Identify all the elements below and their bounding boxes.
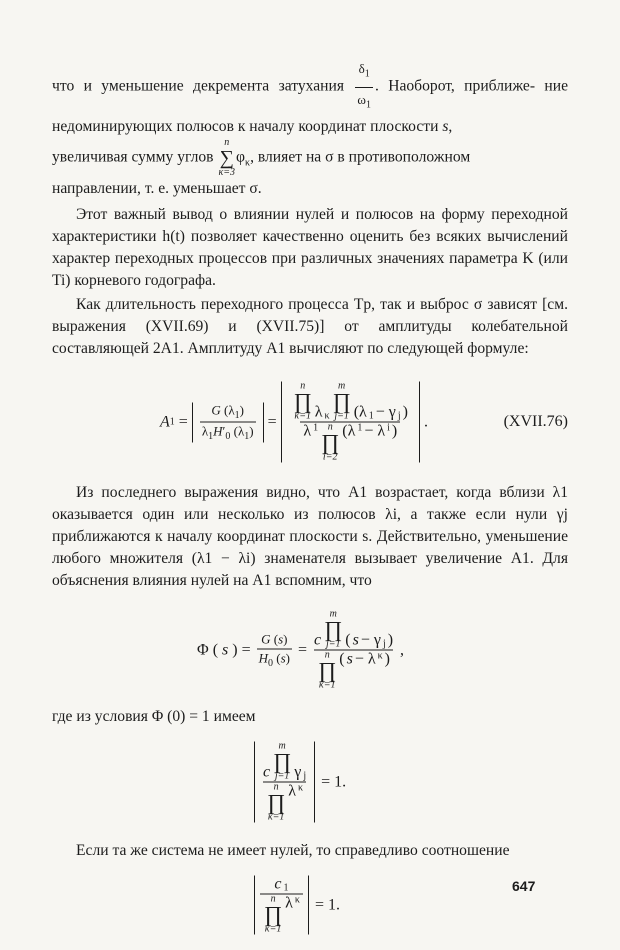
paragraph-6: Если та же система не имеет нулей, то справедливо соотношение <box>76 842 510 860</box>
fraction-delta-omega: $\frac{\delta_1}{\omega_1}$ <box>355 58 373 116</box>
equation-label: (XVII.76) <box>503 413 568 431</box>
page-number: 647 <box>512 878 536 894</box>
text-fragment: ние недоминирующих полюсов к началу координат плоскости <box>52 77 569 136</box>
text-fragment: влияет на σ в противоположном <box>257 148 471 166</box>
paragraph-2: Этот важный вывод о влиянии нулей и полюсов на форму переходной характеристики h(t) позволяет качественно оценить без всяких вычислений характер переходных процессов при различных значениях параметра K (или Ti) корневого годографа. <box>52 206 568 290</box>
paragraph-3: Как длительность переходного процесса Tp, так и выброс σ зависят [см. выражения (XVII.69) и (XVII.75)] от амплитуды колебательной составляющей 2A1. Амплитуду A1 вычисляют по следующей формуле: <box>52 296 568 358</box>
paragraph-1: что и уменьшение декремента затухания $\frac{\delta_1}{\omega_1}$ . Наоборот, приближе- ние недоминирующих полюсов к началу координат плоскости s, увеличивая сумму углов n ∑ κ=3 $\varphi_\kappa$, влияет на σ в противоположном направлении, т. е. уменьшает σ. <box>52 58 568 200</box>
text-fragment: увеличивая сумму углов <box>52 148 214 166</box>
paragraph-5: где из условия Φ (0) = 1 имеем <box>52 708 256 726</box>
text-fragment: что и уменьшение декремента затухания <box>52 77 345 95</box>
text-fragment: . Наоборот, приближе- <box>374 77 536 95</box>
text-fragment: направлении, т. е. уменьшает σ. <box>52 180 262 198</box>
equation-rhs: = 1. <box>321 773 347 791</box>
equation-xvii-76: A 1 = $\frac{G (\lambda_1)}{\lambda_1H'_0 (\lambda_1)}$ = n ∏ κ=1 λ $_\kappa$ m ∏ j=1 (λ $_1$ − γ j ) λ 1 n ∏ i=2 (λ $^1$ − λ i ) . (XVII.76) <box>160 380 568 463</box>
paragraph-4: Из последнего выражения видно, что A1 возрастает, когда вблизи λ1 оказывается один или несколько из полюсов λi, а также если нули γj приближаются к началу координат плоскости s. Действительно, уменьшение любого множителя (λ1 − λi) знаменателя вызывает увеличение A1. Для объяснения влияния нулей на A1 вспомним, что <box>52 484 568 590</box>
page-body <box>52 58 568 938</box>
equation-condition-1: c m ∏ j=1 γ $_j$ n ∏ κ=1 λ $^\kappa$ = 1. <box>52 734 568 830</box>
equation-rhs: = 1. <box>314 896 340 914</box>
sum-symbol: n ∑ κ=3 <box>218 137 236 179</box>
equation-phi: Φ ( s ) = $\frac{G (s)}{H_0 (s)}$ = c m ∏ j=1 ( s − γ $_j$ ) n ∏ κ=1 ( s − λ $^\kappa$ ) , <box>197 608 405 691</box>
equation-condition-2: c $_1$ n ∏ κ=1 λ $^\kappa$ = 1. <box>52 872 568 938</box>
